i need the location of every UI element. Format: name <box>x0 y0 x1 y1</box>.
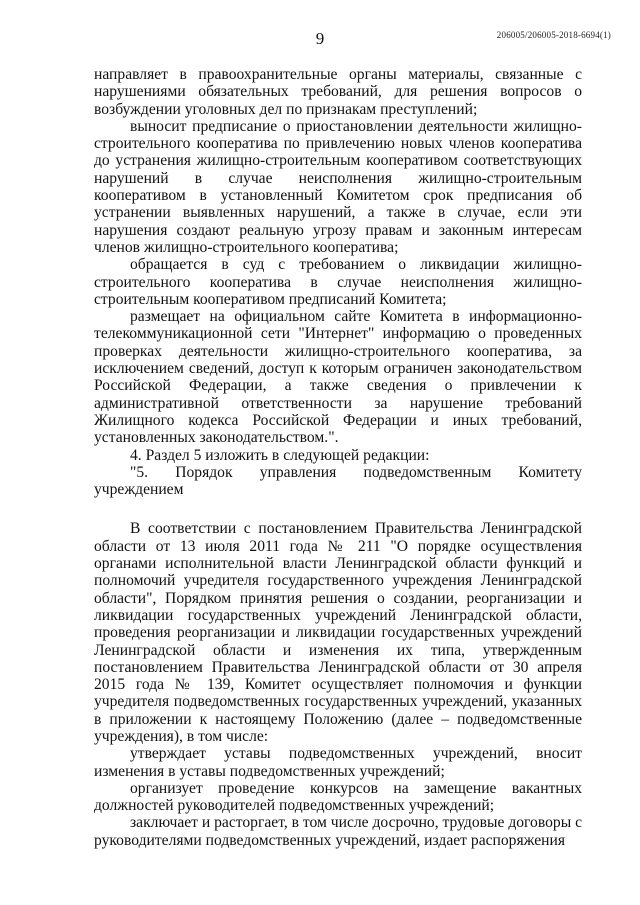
paragraph-law-enforcement: направляет в правоохранительные органы материалы, связанные с нарушениями обязательных требований, для решения вопросов о возбуждении уголовных дел по признакам преступлений; <box>94 66 582 118</box>
paragraph-website-publication: размещает на официальном сайте Комитета в информационно-телекоммуникационной сети "Интернет" информацию о проведенных проверках деятельности жилищно-строительного кооператива, за исключением сведений, доступ к которым ограничен законодательством Российской Федерации, а также сведения о привлечении к административной ответственности за нарушение требований Жилищного кодекса Российской Федерации и иных требований, установленных законодательством.". <box>94 308 582 447</box>
section-5-heading: "5. Порядок управления подведомственным Комитету учреждением <box>94 463 582 499</box>
paragraph-approve-charters: утверждает уставы подведомственных учреждений, вносит изменения в уставы подведомственных учреждений; <box>94 745 582 780</box>
paragraph-labor-contracts: заключает и расторгает, в том числе досрочно, трудовые договоры с руководителями подведомственных учреждений, издает распоряжения <box>94 814 582 849</box>
paragraph-founder-functions: В соответствии с постановлением Правительства Ленинградской области от 13 июля 2011 года № 211 "О порядке осуществления органами исполнительной власти Ленинградской области функций и полномочий учредителя государственного учреждения Ленинградской области", Порядком принятия решения о создании, реорганизации и ликвидации государственных учреждений Ленинградской области, проведения реорганизации и ликвидации государственных учреждений Ленинградской области и изменения их типа, утвержденным постановлением Правительства Ленинградской области от 30 апреля 2015 года № 139, Комитет осуществляет полномочия и функции учредителя подведомственных государственных учреждений, указанных в приложении к настоящему Положению (далее – подведомственные учреждения), в том числе: <box>94 520 582 745</box>
document-body <box>94 66 582 849</box>
paragraph-organize-competitions: организует проведение конкурсов на замещение вакантных должностей руководителей подведомственных учреждений; <box>94 779 582 815</box>
document-code: 206005/206005-2018-6694(1) <box>496 30 611 40</box>
page-number: 9 <box>315 29 325 48</box>
paragraph-suspension-order: выносит предписание о приостановлении деятельности жилищно-строительного кооператива по привлечению новых членов кооператива до устранения жилищно-строительным кооперативом соответствующих нарушений в случае неисполнения жилищно-строительным кооперативом в установленный Комитетом срок предписания об устранении выявленных нарушений, а также в случае, если эти нарушения создают реальную угрозу правам и законным интересам членов жилищно-строительного кооператива; <box>94 117 582 256</box>
paragraph-section-5-amendment: 4. Раздел 5 изложить в следующей редакции: <box>130 446 430 464</box>
paragraph-court-liquidation: обращается в суд с требованием о ликвидации жилищно-строительного кооператива в случае неисполнения жилищно-строительным кооперативом предписаний Комитета; <box>94 256 582 308</box>
